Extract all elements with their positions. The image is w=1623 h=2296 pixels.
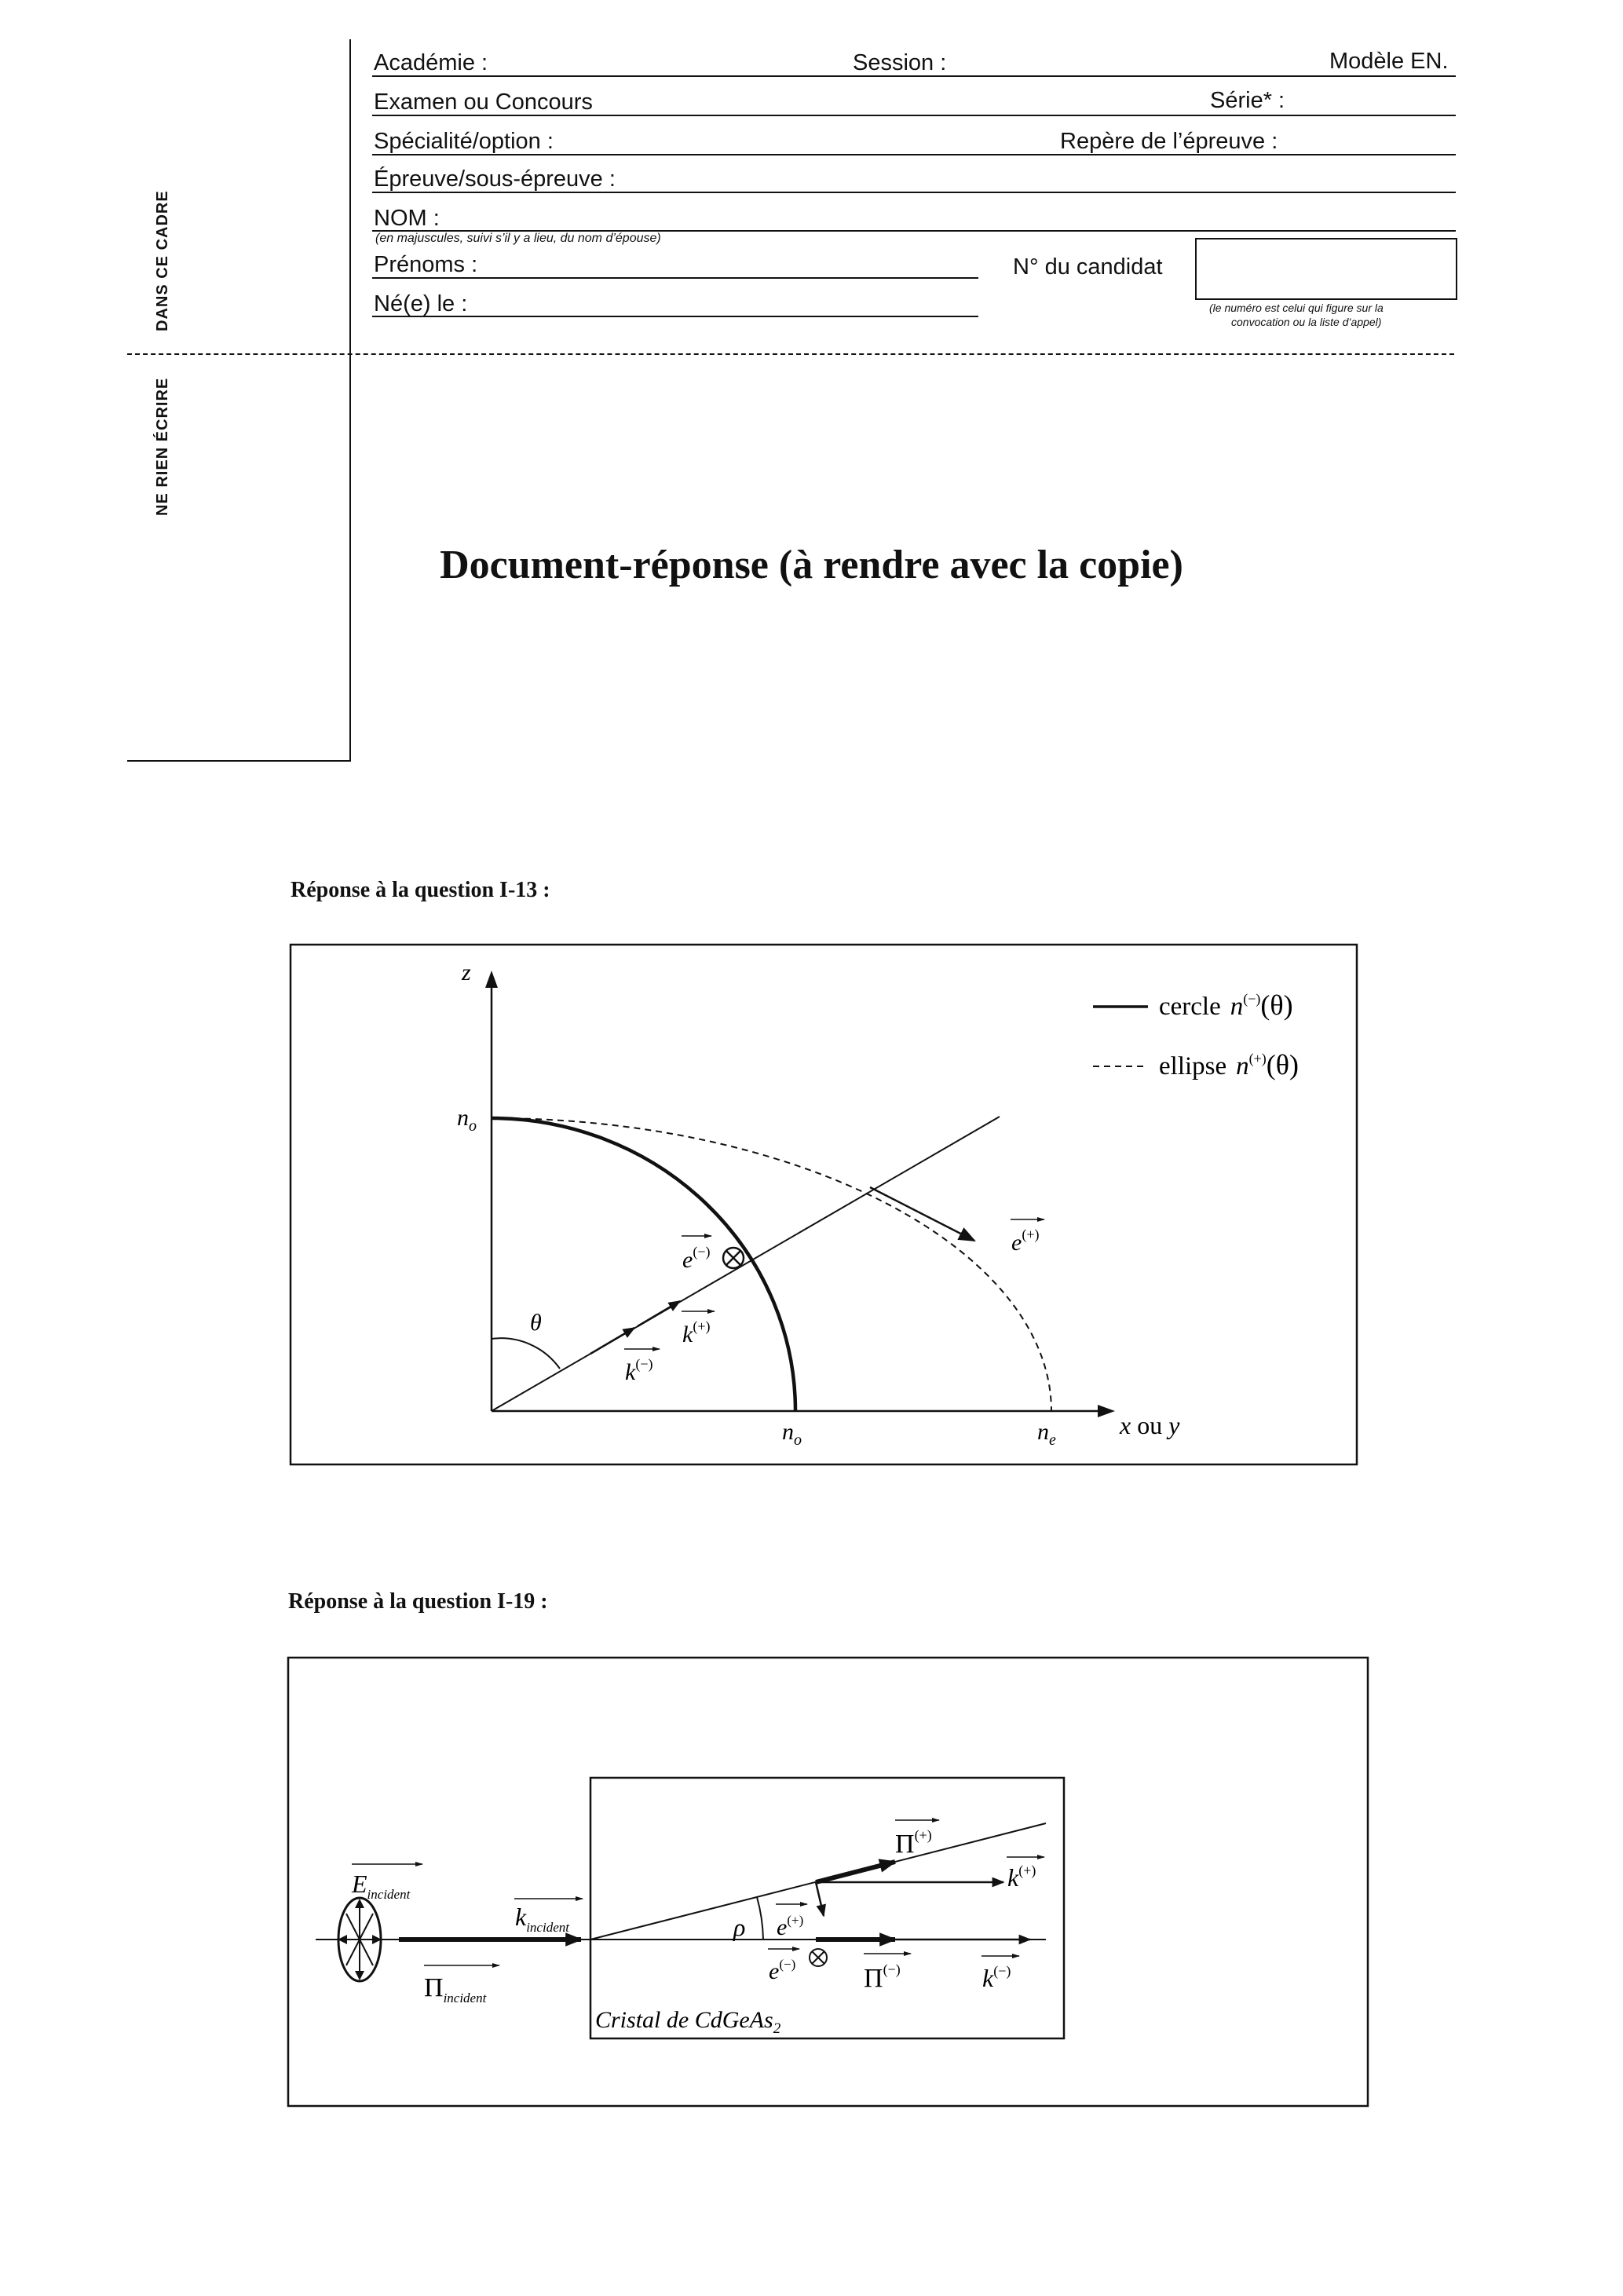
field-examen: Examen ou Concours <box>374 90 593 115</box>
pi-plus-arrow <box>816 1862 895 1882</box>
label-e-minus <box>682 1236 711 1273</box>
e-minus-otimes-crystal <box>810 1949 827 1966</box>
q13-label: Réponse à la question I-13 : <box>291 878 550 902</box>
label-crystal: Cristal de CdGeAs$_2$ <box>595 2007 781 2037</box>
candidat-note-2: convocation ou la liste d’appel) <box>1231 316 1382 328</box>
svg-text:k(−): k(−) <box>982 1963 1011 1992</box>
svg-text:k(−): k(−) <box>625 1356 653 1385</box>
field-ne-le: Né(e) le : <box>374 291 468 316</box>
field-session: Session : <box>853 50 947 75</box>
field-specialite: Spécialité/option : <box>374 129 554 154</box>
field-repere: Repère de l’épreuve : <box>1060 129 1278 154</box>
field-academie: Académie : <box>374 50 488 75</box>
label-n-o-bottom: $n_o$ <box>782 1419 802 1449</box>
label-rho: ρ <box>733 1913 746 1941</box>
e-minus-otimes <box>723 1248 744 1268</box>
svg-text:e(−): e(−) <box>682 1244 711 1273</box>
field-epreuve: Épreuve/sous-épreuve : <box>374 166 616 192</box>
polarization-ellipse-icon <box>338 1898 382 1981</box>
label-k-plus-crystal <box>1007 1857 1044 1892</box>
label-e-minus-crystal <box>768 1949 799 1984</box>
field-modele: Modèle EN. <box>1329 49 1449 74</box>
margin-text-top: DANS CE CADRE <box>154 190 171 331</box>
svg-text:Π(+): Π(+) <box>895 1827 932 1859</box>
label-E-incident <box>351 1864 422 1902</box>
q13-frame <box>291 945 1357 1464</box>
field-nom: NOM : <box>374 206 440 231</box>
legend-cercle: cercle n(−)(θ) <box>1159 989 1293 1021</box>
crystal-box <box>590 1778 1064 2038</box>
ellipse-n-plus <box>492 1118 1051 1411</box>
k-minus-arrow <box>590 1328 634 1354</box>
label-n-e: $n_e$ <box>1037 1419 1056 1449</box>
field-candidat: N° du candidat <box>1013 254 1163 280</box>
label-z: z <box>462 960 471 985</box>
theta-arc <box>492 1338 560 1369</box>
page-title: Document-réponse (à rendre avec la copie) <box>440 543 1183 587</box>
candidat-note-1: (le numéro est celui qui figure sur la <box>1209 302 1384 314</box>
q19-label: Réponse à la question I-19 : <box>288 1589 548 1614</box>
field-serie: Série* : <box>1210 88 1285 113</box>
label-pi-minus <box>864 1954 911 1993</box>
label-theta: θ <box>530 1310 542 1336</box>
svg-text:k(+): k(+) <box>1007 1863 1036 1892</box>
svg-text:e(+): e(+) <box>777 1913 804 1940</box>
label-e-plus-crystal <box>776 1904 807 1940</box>
legend-ellipse: ellipse n(+)(θ) <box>1159 1049 1299 1080</box>
label-k-incident <box>514 1899 583 1935</box>
margin-text-bottom: NE RIEN ÉCRIRE <box>154 377 171 516</box>
axis-z-arrow <box>485 971 498 988</box>
rho-arc <box>757 1897 763 1940</box>
k-plus-arrow <box>638 1301 680 1326</box>
legend <box>1093 989 1299 1080</box>
svg-text:e(−): e(−) <box>769 1957 796 1984</box>
svg-text:Πincident: $\Pi_{incident}$ <box>424 1973 487 2005</box>
label-n-o-top: $n_o$ <box>457 1105 477 1135</box>
label-k-minus-crystal <box>981 1956 1019 1992</box>
nom-note: (en majuscules, suivi s’il y a lieu, du nom d’épouse) <box>375 232 661 245</box>
direction-line <box>492 1117 1000 1411</box>
e-plus-arrow <box>870 1187 974 1241</box>
label-pi-incident <box>424 1965 499 2005</box>
svg-text:e(+): e(+) <box>1011 1227 1040 1256</box>
svg-text:kincident: $k_{incident}$ <box>515 1903 569 1935</box>
svg-text:Π(−): Π(−) <box>864 1961 901 1993</box>
field-prenoms: Prénoms : <box>374 252 478 277</box>
axis-x-arrow <box>1098 1405 1115 1417</box>
label-k-minus <box>624 1349 660 1385</box>
label-k-plus <box>682 1311 715 1347</box>
svg-text:Eincident: $E_{incident}$ <box>352 1870 411 1902</box>
e-plus-small-arrow <box>816 1882 824 1916</box>
svg-text:k(+): k(+) <box>682 1318 711 1347</box>
label-x-ou-y: x ou y <box>1120 1411 1180 1439</box>
label-e-plus <box>1011 1219 1044 1256</box>
